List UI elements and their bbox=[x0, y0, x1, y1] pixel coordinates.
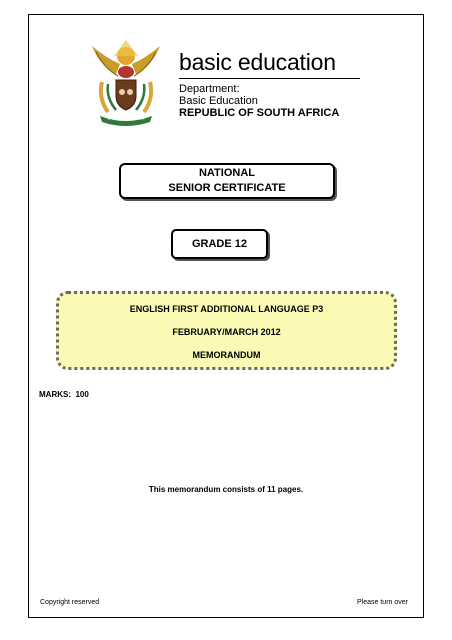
turn-over-footer: Please turn over bbox=[357, 599, 408, 606]
department-name: Basic Education bbox=[179, 95, 258, 107]
page-count-note: This memorandum consists of 11 pages. bbox=[148, 485, 304, 494]
brand-title: basic education bbox=[179, 49, 336, 75]
subject-session: FEBRUARY/MARCH 2012 bbox=[172, 327, 281, 337]
country-name: REPUBLIC OF SOUTH AFRICA bbox=[179, 107, 340, 119]
marks-label: MARKS: 100 bbox=[39, 390, 89, 399]
copyright-footer: Copyright reserved bbox=[40, 599, 100, 606]
subject-doc-type: MEMORANDUM bbox=[192, 350, 261, 360]
grade-box bbox=[171, 229, 268, 259]
certificate-box-inner bbox=[121, 165, 333, 197]
subject-box bbox=[56, 291, 397, 370]
grade-label: GRADE 12 bbox=[173, 231, 266, 257]
subject-paper: ENGLISH FIRST ADDITIONAL LANGUAGE P3 bbox=[129, 304, 324, 314]
certificate-box bbox=[119, 163, 335, 199]
certificate-line-1: NATIONAL bbox=[198, 167, 255, 179]
certificate-line-2: SENIOR CERTIFICATE bbox=[168, 182, 286, 194]
coat-of-arms-icon bbox=[86, 36, 166, 128]
department-label: Department: bbox=[179, 83, 240, 95]
brand-divider bbox=[179, 78, 360, 79]
